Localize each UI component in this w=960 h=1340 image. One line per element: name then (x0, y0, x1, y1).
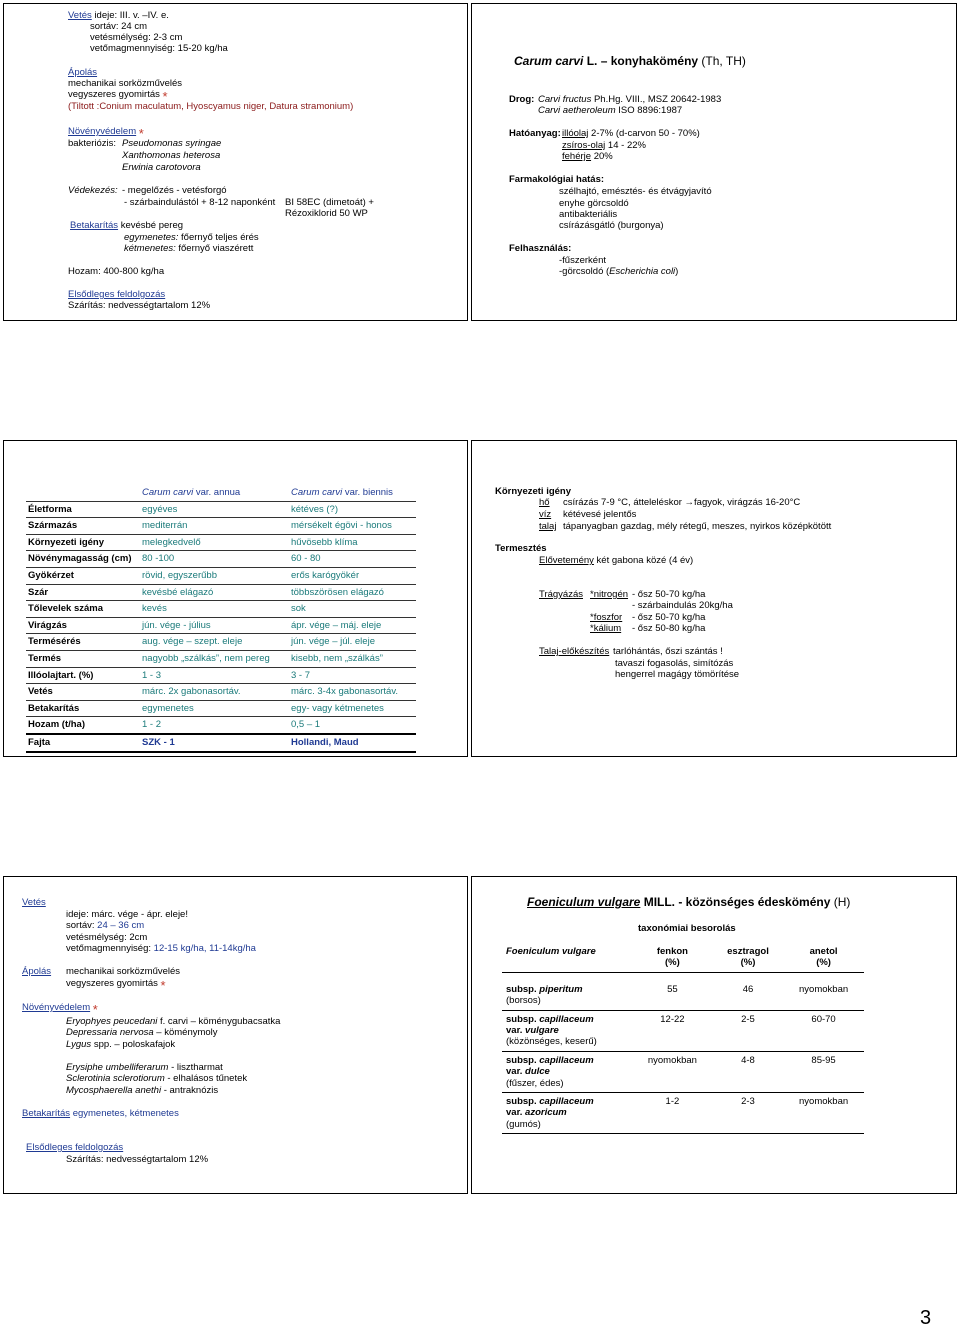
sortav-label: sortáv: (66, 920, 98, 931)
vedekezes-1: - megelőzés - vetésforgó (122, 185, 227, 196)
zsiros-olaj: zsíros-olaj (562, 140, 606, 151)
talaj-label: talaj (539, 521, 557, 532)
felhasznalas-1: -fűszerként (559, 255, 606, 266)
kornyezeti-igeny: Környezeti igény (495, 486, 572, 497)
talaj-elokeszites-label: Talaj-előkészítés (539, 646, 610, 657)
hatoanyag-1 (562, 128, 700, 139)
table-row: Környezeti igény melegkedvelő hűvösebb klíma (26, 534, 416, 551)
table-row: subsp. capillaceum var. vulgare (közönséges, keserű) 12-22 2-5 60-70 (502, 1010, 864, 1051)
disease-2: Sclerotinia sclerotiorum - elhalásos tűnetek (66, 1073, 248, 1084)
feherje-value: 20% (591, 151, 613, 162)
table-header-row (26, 485, 416, 501)
tragyazas-label: Trágyázás (539, 589, 583, 600)
vetes-label: Vetés (68, 10, 92, 21)
elovetemeny-value: két gabona közé (4 év) (593, 555, 694, 566)
pathogen-2: Xanthomonas heterosa (122, 150, 221, 161)
apolas-mechanikai: mechanikai sorközművelés (66, 966, 181, 977)
star-mark: * (162, 89, 168, 104)
felh-2-b: Escherichia coli (609, 266, 676, 277)
kalium-value: - ősz 50-80 kg/ha (632, 623, 706, 634)
foszfor-value: - ősz 50-70 kg/ha (632, 612, 706, 623)
apolas-vegyszeres (66, 978, 166, 994)
sortav-value: 24 – 36 cm (97, 920, 145, 931)
szaritas: Szárítás: nedvességtartalom 12% (66, 1154, 209, 1165)
slide6-title (527, 895, 850, 909)
head-biennis: Carum carvi var. biennis (289, 485, 416, 501)
betakaritas-label: Betakarítás (70, 220, 119, 231)
ketmenetes-line (124, 243, 253, 254)
page-number: 3 (920, 1307, 932, 1329)
illoolaj: illóolaj (562, 128, 589, 139)
vetes-label: Vetés (22, 897, 46, 908)
vetes-ideje: ideje: márc. vége - ápr. eleje! (66, 909, 188, 920)
elovetemeny-label: Elővetemény (539, 555, 594, 566)
farmako-label: Farmakológiai hatás: (509, 174, 605, 185)
hatoanyag-2 (562, 140, 646, 151)
table-row: Életforma egyéves kétéves (?) (26, 501, 416, 518)
pest-1: Eryophyes peucedani f. carvi – köménygubacsatka (66, 1016, 281, 1027)
betakaritas-line (70, 220, 183, 231)
apolas-mechanikai: mechanikai sorközművelés (68, 78, 183, 89)
disease-3: Mycosphaerella anethi - antraknózis (66, 1085, 219, 1096)
nitrogen-2: - szárbaindulás 20kg/ha (632, 600, 733, 611)
felhasznalas-2 (559, 266, 678, 277)
hatoanyag-3 (562, 151, 613, 162)
egymenetes-label: egymenetes: (124, 232, 179, 243)
felh-2-a: -görcsoldó ( (559, 266, 610, 277)
apolas-label: Ápolás (22, 966, 52, 977)
illoolaj-value: 2-7% (d-carvon 50 - 70%) (588, 128, 700, 139)
apolas-label: Ápolás (68, 67, 98, 78)
star-mark: * (92, 1002, 98, 1017)
table-row: subsp. piperitum (borsos) 55 46 nyomokban (502, 981, 864, 1010)
drog-1-ref: Ph.Hg. VIII., MSZ 20642-1983 (591, 94, 722, 105)
kalium-label: *kálium (590, 623, 622, 634)
termesztes: Termesztés (495, 543, 547, 554)
drog-1 (538, 94, 721, 105)
vetesmelyseg: vetésmélység: 2-3 cm (90, 32, 183, 43)
table-row: Vetés márc. 2x gabonasortáv. márc. 3-4x gabonasortáv. (26, 684, 416, 701)
sortav: sortáv: 24 cm (90, 21, 148, 32)
novenyvedelem-label: Növényvédelem (22, 1002, 91, 1013)
egymenetes-value: főernyő teljes érés (178, 232, 259, 243)
table-row: Szár kevésbé elágazó többszörösen elágazó (26, 584, 416, 601)
vetes-value: ideje: III. v. –IV. e. (91, 10, 169, 21)
title-code: (H) (830, 895, 851, 909)
table-row: Termésérés aug. vége – szept. eleje jún. vége – júl. eleje (26, 634, 416, 651)
hozam: Hozam: 400-800 kg/ha (68, 266, 165, 277)
farmako-2: enyhe görcsoldó (559, 198, 629, 209)
novenyvedelem-label: Növényvédelem (68, 126, 137, 137)
table-row: Termés nagyobb „szálkás”, nem pereg kisebb, nem „szálkás” (26, 650, 416, 667)
table-header-row (502, 943, 864, 972)
felhasznalas-label: Felhasználás: (509, 243, 572, 254)
drog-2 (538, 105, 682, 116)
vetomag-value: 12-15 kg/ha, 11-14kg/ha (153, 943, 256, 954)
title-latin: Carum carvi (514, 54, 584, 68)
table-row: subsp. capillaceum var. dulce (fűszer, édes) nyomokban 4-8 85-95 (502, 1051, 864, 1092)
pathogen-1: Pseudomonas syringae (122, 138, 222, 149)
nitrogen-label: *nitrogén (590, 589, 629, 600)
table-row: Illóolajtart. (%) 1 - 3 3 - 7 (26, 667, 416, 684)
betakaritas-value: egymenetes, kétmenetes (70, 1108, 179, 1119)
table-row: subsp. capillaceum var. azoricum (gumós) 1-2 2-3 nyomokban (502, 1092, 864, 1133)
egymenetes-line (124, 232, 259, 243)
elsodleges-feldolgozas: Elsődleges feldolgozás (26, 1142, 124, 1153)
title-latin: Foeniculum vulgare (527, 895, 641, 909)
hatoanyag-label: Hatóanyag: (509, 128, 561, 139)
head-anetol: anetol (%) (783, 943, 864, 972)
vetomagmennyiseg: vetőmagmennyiség: 15-20 kg/ha (90, 43, 228, 54)
table-row: Származás mediterrán mérsékelt égövi - honos (26, 518, 416, 535)
viz-label: víz (539, 509, 552, 520)
talaj-elokeszites-3: hengerrel magágy tömörítése (615, 669, 740, 680)
tiltott-note: (Tiltott :Conium maculatum, Hyoscyamus niger, Datura stramonium) (68, 101, 354, 112)
viz-value: kétévesé jelentős (563, 509, 637, 520)
pathogen-3: Erwinia carotovora (122, 162, 201, 173)
sortav (66, 920, 144, 931)
bakteriozis-label: bakteriózis: (68, 138, 117, 149)
table-row: Tőlevelek száma kevés sok (26, 601, 416, 618)
slide-2-panel (471, 3, 957, 321)
table-row: Virágzás jún. vége - július ápr. vége – máj. eleje (26, 617, 416, 634)
taxonomia-subtitle: taxonómiai besorolás (638, 923, 736, 934)
head-fenkon: fenkon (%) (632, 943, 713, 972)
table-row: Növénymagasság (cm) 80 -100 60 - 80 (26, 551, 416, 568)
vedekezes-2: - szárbaindulástól + 8-12 naponként (124, 197, 276, 208)
drog-label: Drog: (509, 94, 535, 105)
talaj-value: tápanyagban gazdag, mély rétegű, meszes, nyirkos középkötött (563, 521, 832, 532)
feherje: fehérje (562, 151, 592, 162)
slide2-title (514, 54, 746, 68)
star-mark: * (160, 978, 166, 993)
head-esztragol: esztragol (%) (713, 943, 783, 972)
drog-2-ref: ISO 8896:1987 (615, 105, 683, 116)
title-code: (Th, TH) (698, 54, 746, 68)
ho-value: csírázás 7-9 °C, átteleléskor →fagyok, virágzás 16-20°C (563, 497, 801, 508)
vetomagmennyiseg (66, 943, 256, 954)
vetesmelyseg: vetésmélység: 2cm (66, 932, 148, 943)
farmako-1: szélhajtó, emésztés- és étvágyjavító (559, 186, 712, 197)
talaj-elokeszites-2: tavaszi fogasolás, simítózás (615, 658, 734, 669)
drog-2-latin: Carvi aetheroleum (538, 105, 616, 116)
foszfor-label: *foszfor (590, 612, 623, 623)
vetomag-label: vetőmagmennyiség: (66, 943, 154, 954)
head-name: Foeniculum vulgare (502, 943, 632, 972)
vegyszeres-text: vegyszeres gyomirtás (66, 978, 158, 989)
pest-3: Lygus spp. – poloskafajok (66, 1039, 176, 1050)
table-row: Hozam (t/ha) 1 - 2 0,5 – 1 (26, 717, 416, 734)
ketmenetes-label: kétmenetes: (124, 243, 176, 254)
betakaritas-label: Betakarítás (22, 1108, 71, 1119)
title-rest: L. – konyhakömény (583, 54, 699, 68)
head-annua: Carum carvi var. annua (140, 485, 289, 501)
betakaritas-line (22, 1108, 179, 1119)
disease-1: Erysiphe umbelliferarum - lisztharmat (66, 1062, 223, 1073)
elsodleges-feldolgozas: Elsődleges feldolgozás (68, 289, 166, 300)
betakaritas-value: kevésbé pereg (120, 220, 184, 231)
table-row: Betakarítás egymenetes egy- vagy kétmenetes (26, 700, 416, 717)
talaj-elokeszites-1: tarlóhántás, őszi szántás ! (613, 646, 723, 657)
carum-var-table (26, 485, 416, 753)
ketmenetes-value: főernyő viaszérett (175, 243, 254, 254)
elovetemeny-line (539, 555, 693, 566)
szaritas: Szárítás: nedvességtartalom 12% (68, 300, 211, 311)
zsiros-olaj-value: 14 - 22% (605, 140, 646, 151)
felh-2-c: ) (675, 266, 679, 277)
vegyszeres-text: vegyszeres gyomirtás (68, 89, 160, 100)
ho-label: hő (539, 497, 550, 508)
foeniculum-table (502, 943, 864, 1134)
pest-2: Depressaria nervosa – köménymoly (66, 1027, 218, 1038)
table-row: Gyökérzet rövid, egyszerűbb erős karógyökér (26, 567, 416, 584)
table-row-fajta: Fajta SZK - 1 Hollandi, Maud (26, 734, 416, 752)
vetes-line (68, 10, 169, 21)
chem-2: Rézoxiklorid 50 WP (285, 208, 368, 219)
farmako-3: antibakteriális (559, 209, 618, 220)
vedekezes-label: Védekezés: (68, 185, 118, 196)
title-rest: MILL. - közönséges édeskömény (640, 895, 831, 909)
nitrogen-1: - ősz 50-70 kg/ha (632, 589, 706, 600)
farmako-4: csírázásgátló (burgonya) (559, 220, 664, 231)
star-mark: * (138, 126, 144, 141)
drog-1-latin: Carvi fructus (538, 94, 592, 105)
chem-1: BI 58EC (dimetoát) + (285, 197, 374, 208)
